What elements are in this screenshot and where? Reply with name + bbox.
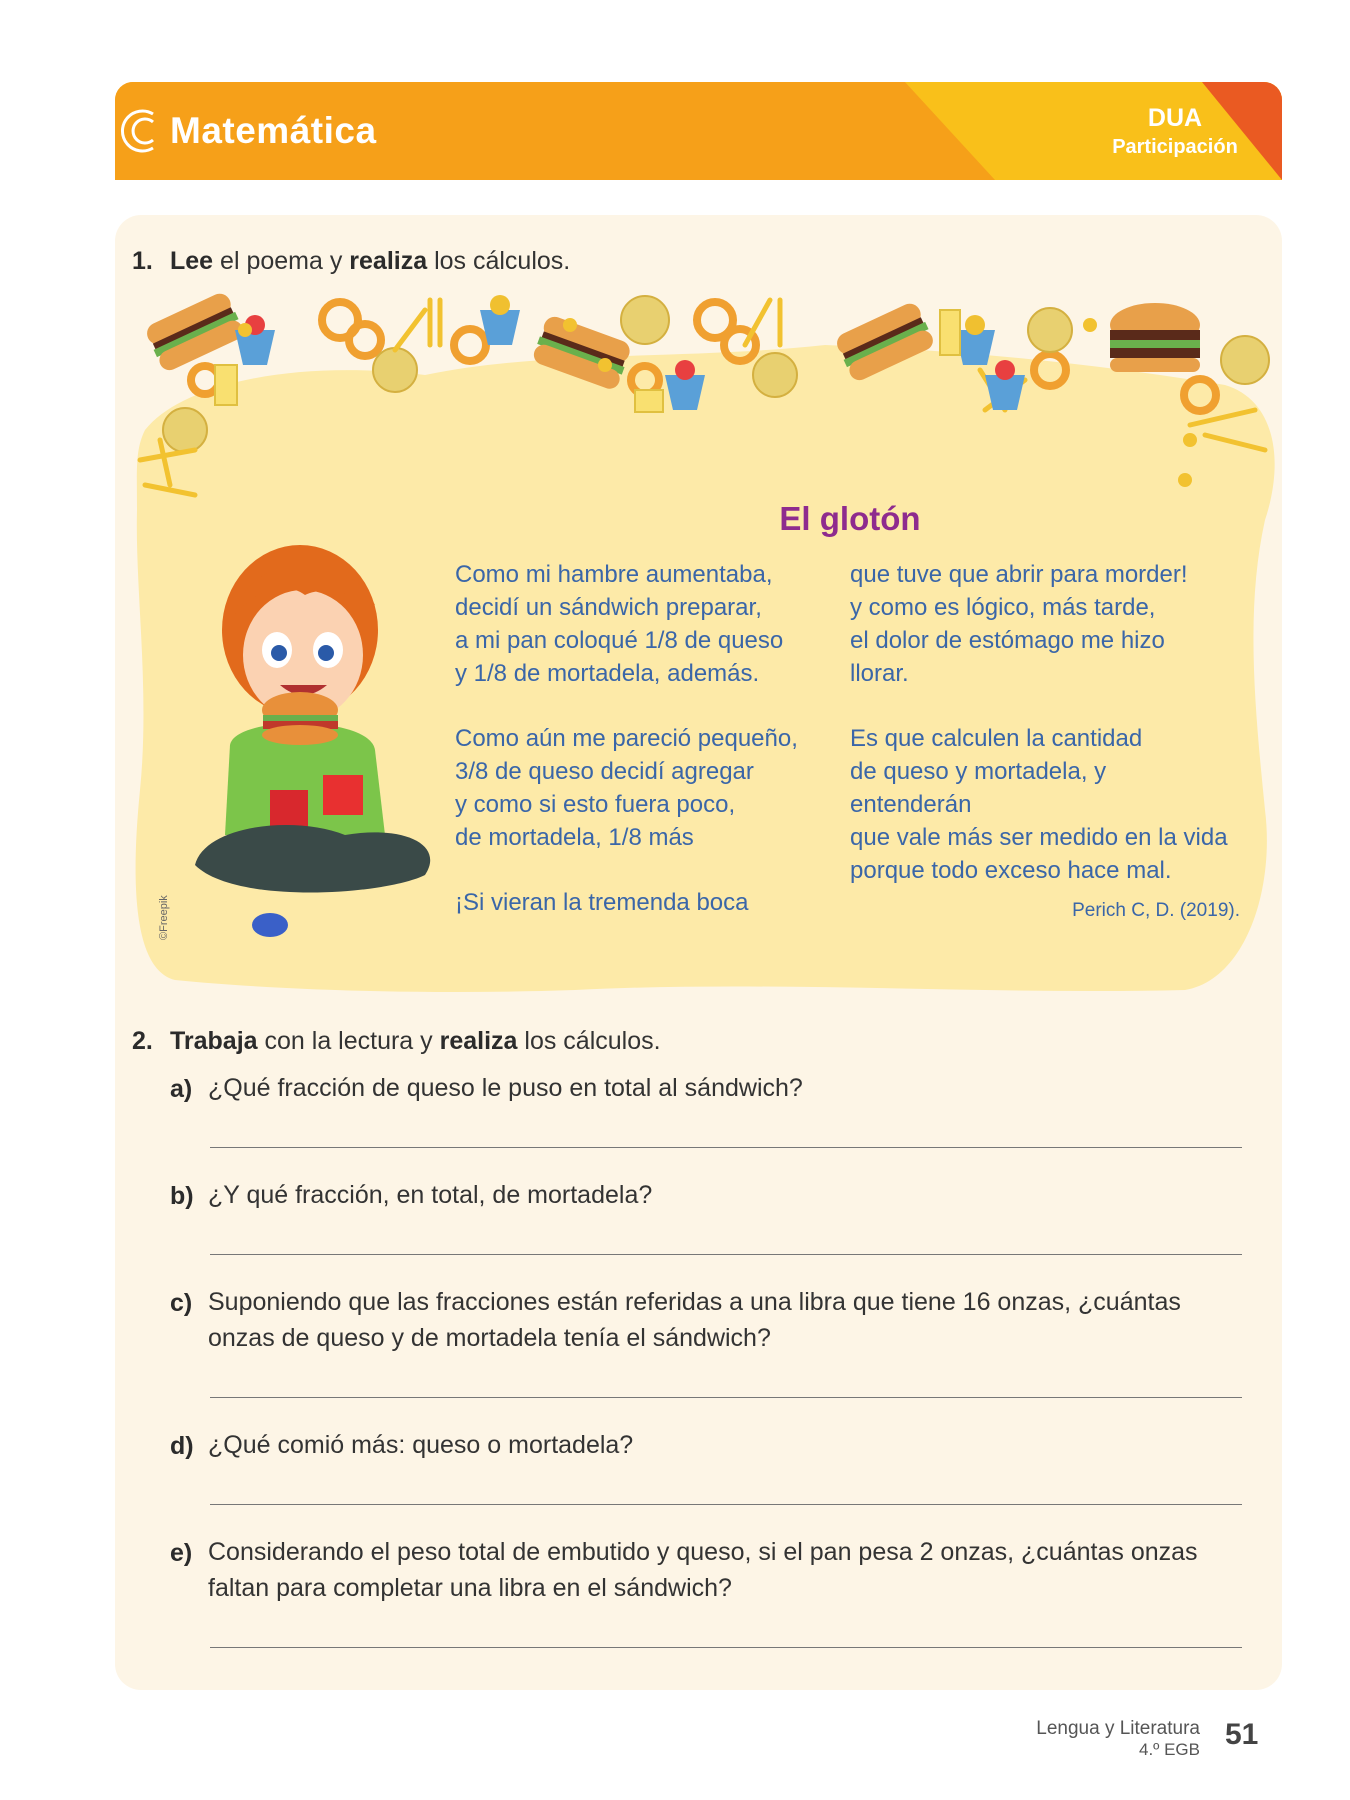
page-number: 51 [1225, 1718, 1259, 1751]
dua-badge [1075, 82, 1275, 180]
footer-grade: 4.º EGB [1138, 1740, 1200, 1759]
item-e-label: e) [170, 1539, 193, 1567]
item-d-label: d) [170, 1432, 194, 1460]
poem-stanza-1: Como mi hambre aumentaba, decidí un sándwich preparar, a mi pan coloqué 1/8 de queso y 1/8 de mortadela, además. [455, 561, 784, 687]
answer-line-e[interactable] [210, 1647, 1242, 1648]
item-c-text: Suponiendo que las fracciones están referidas a una libra que tiene 16 onzas, ¿cuántas onzas de queso y de mortadela tenía el sándwich? [208, 1288, 1181, 1352]
item-a-text: ¿Qué fracción de queso le puso en total al sándwich? [208, 1074, 803, 1102]
item-a-label: a) [170, 1075, 193, 1103]
question-2-text: Trabaja con la lectura y realiza los cálculos. [170, 1027, 661, 1055]
item-d-text: ¿Qué comió más: queso o mortadela? [208, 1431, 634, 1459]
question-1-text: Lee el poema y realiza los cálculos. [170, 247, 571, 275]
image-credit: ©Freepik [158, 895, 170, 940]
page-header [115, 82, 1282, 180]
poem-stanza-2: Como aún me pareció pequeño, 3/8 de queso decidí agregar y como si esto fuera poco, de mortadela, 1/8 más [455, 725, 798, 851]
poem-stanza-3: ¡Si vieran la tremenda boca [455, 889, 749, 916]
dua-subtitle: Participación [1112, 136, 1238, 158]
poem-credit: Perich C, D. (2019). [1072, 900, 1240, 921]
item-b-label: b) [170, 1182, 194, 1210]
item-e-text: Considerando el peso total de embutido y queso, si el pan pesa 2 onzas, ¿cuántas onzas faltan para completar una libra en el sándwich? [208, 1538, 1198, 1602]
answer-line-c[interactable] [210, 1397, 1242, 1398]
item-c-label: c) [170, 1289, 193, 1317]
question-1-number: 1. [132, 247, 153, 275]
answer-line-a[interactable] [210, 1147, 1242, 1148]
poem-stanza-4: que tuve que abrir para morder! y como es lógico, más tarde, el dolor de estómago me hizo llorar. [850, 561, 1188, 687]
math-subject-icon [119, 106, 159, 156]
dua-title: DUA [1147, 104, 1203, 132]
item-b-text: ¿Y qué fracción, en total, de mortadela? [208, 1181, 653, 1209]
subject-title: Matemática [170, 110, 377, 151]
poem-title: El glotón [779, 500, 921, 537]
answer-line-b[interactable] [210, 1254, 1242, 1255]
question-2-number: 2. [132, 1027, 153, 1055]
footer-subject: Lengua y Literatura [1036, 1718, 1200, 1739]
answer-line-d[interactable] [210, 1504, 1242, 1505]
poem-stanza-5: Es que calculen la cantidad de queso y mortadela, y entenderán que vale más ser medido en la vida porque todo exceso hace mal. [850, 725, 1228, 884]
